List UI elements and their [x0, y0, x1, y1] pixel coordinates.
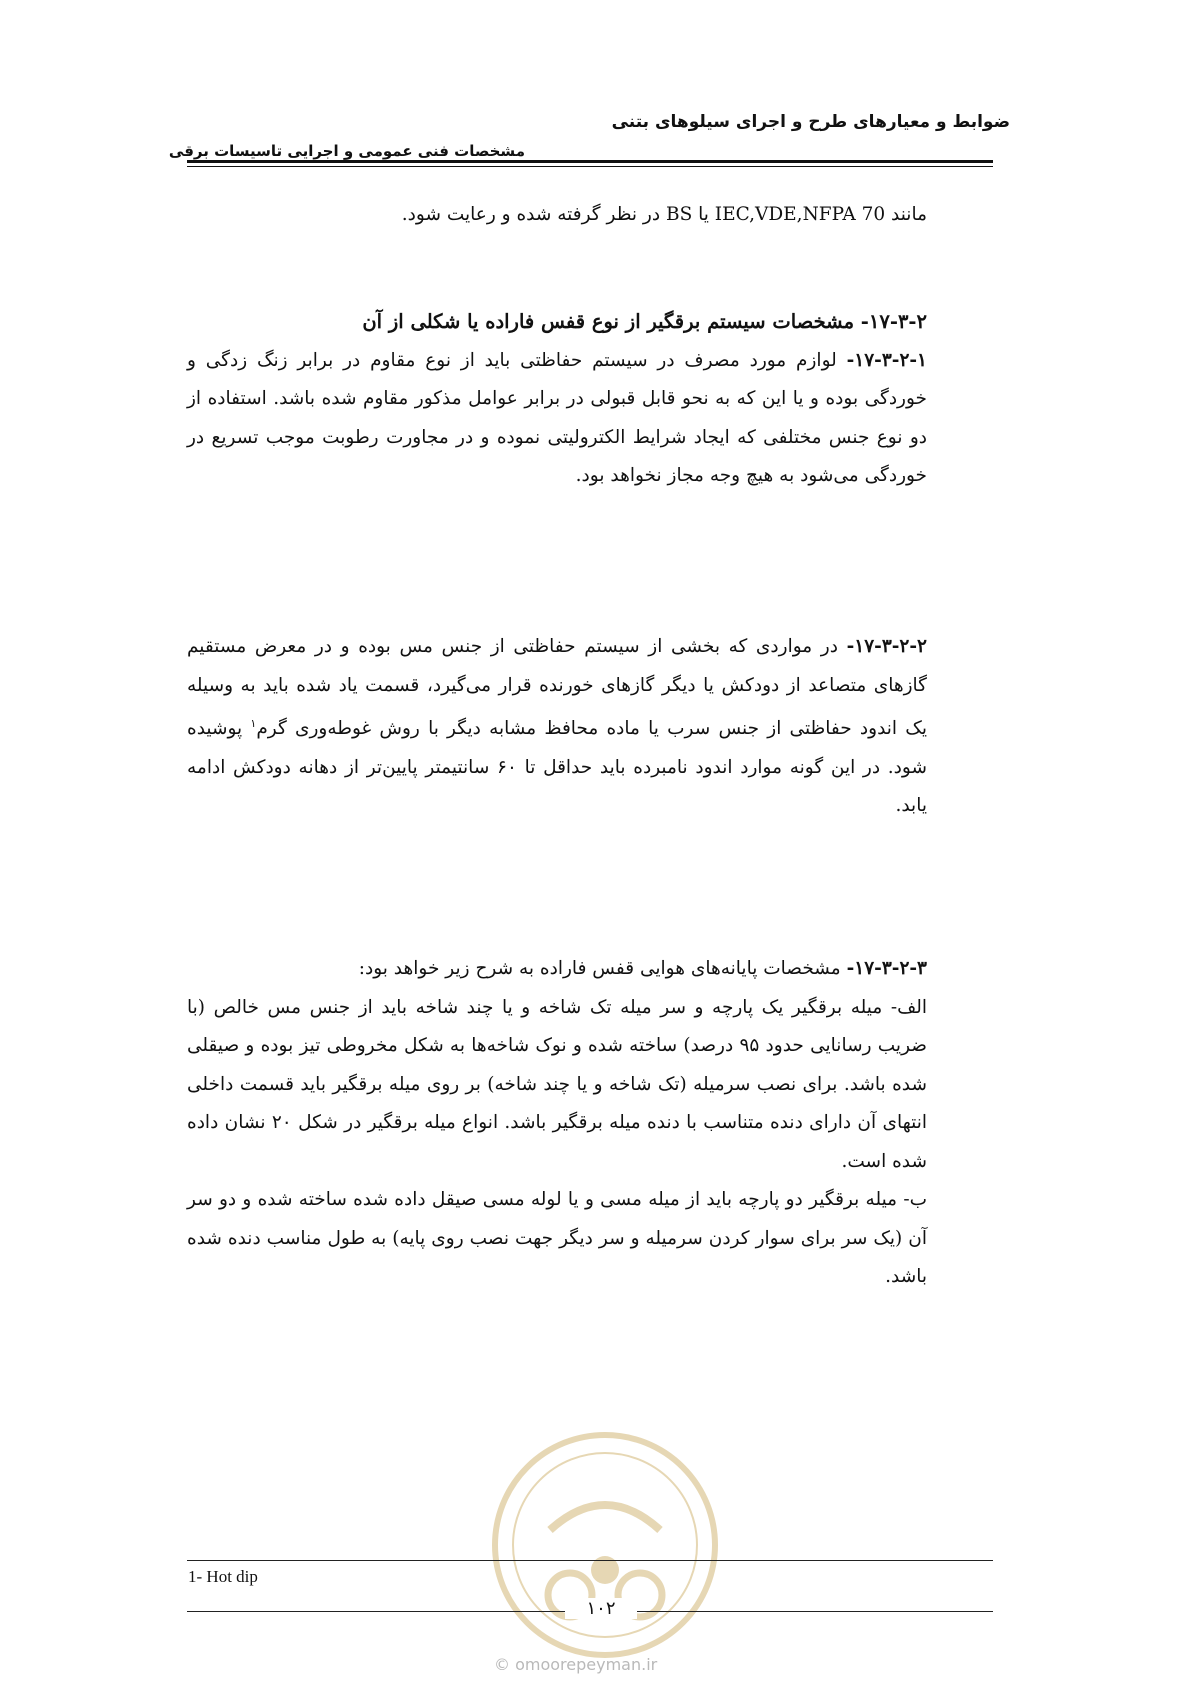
footnote-separator [187, 1560, 993, 1561]
list-item-a: الف- میله برقگیر یک پارچه و سر میله تک شاخه و یا چند شاخه باید از جنس مس خالص (با ضریب رسانایی حدود ۹۵ درصد) ساخته شده و نوک شاخه‌ها به شکل مخروطی تیز بوده و صیقلی شده باشد. برای نصب سرمیله (تک شاخه و یا چند شاخه) بر روی میله برقگیر باید قسمت داخلی انتهای آن دارای دنده متناسب با دنده میله برقگیر باشد. انواع میله برقگیر در شکل ۲۰ نشان داده شده است. [187, 996, 927, 1172]
paragraph-2-number: ۱۷-۳-۲-۲- [846, 636, 927, 657]
paragraph-3-number: ۱۷-۳-۲-۳- [846, 958, 927, 979]
footnote: 1- Hot dip [188, 1567, 258, 1586]
footnote-marker: ۱ [250, 717, 257, 730]
running-header-subtitle: مشخصات فنی عمومی و اجرایی تاسیسات برقی [168, 142, 525, 160]
intro-paragraph [187, 196, 927, 235]
intro-text: مانند IEC,VDE,NFPA 70 یا BS در نظر گرفته شده و رعایت شود. [401, 204, 927, 225]
paragraph-3 [187, 950, 927, 1297]
paragraph-1 [187, 342, 927, 496]
section-block [187, 303, 927, 496]
watermark-seal-logo [480, 1420, 730, 1670]
header-rule-thin [187, 166, 993, 167]
list-item-b: ب- میله برقگیر دو پارچه باید از میله مسی و یا لوله مسی صیقل داده شده ساخته شده و دو سر آن (یک سر برای سوار کردن سرمیله و سر دیگر جهت نصب روی پایه) به طول مناسب دنده شده باشد. [187, 1189, 927, 1287]
paragraph-2-text-b: پوشیده شود. در این گونه موارد اندود نامبرده باید حداقل تا ۶۰ سانتیمتر پایین‌تر از دهانه دودکش ادامه یابد. [187, 718, 927, 817]
paragraph-1-number: ۱۷-۳-۲-۱- [846, 349, 927, 371]
page-number: ۱۰۲ [565, 1598, 637, 1619]
watermark-site: © omoorepeyman.ir [494, 1655, 658, 1674]
section-heading: ۱۷-۳-۲- مشخصات سیستم برقگیر از نوع قفس فاراده یا شکلی از آن [362, 310, 927, 333]
paragraph-3-text: مشخصات پایانه‌های هوایی قفس فاراده به شرح زیر خواهد بود: [358, 958, 841, 979]
paragraph-1-text: لوازم مورد مصرف در سیستم حفاظتی باید از نوع مقاوم در برابر زنگ زدگی و خوردگی بوده و یا این که به نحو قابل قبولی در برابر عوامل مذکور مقاوم شده باشد. استفاده از دو نوع جنس مختلفی که ایجاد شرایط الکترولیتی نموده و در مجاورت رطوبت موجب تسریع در خوردگی می‌شود به هیچ وجه مجاز نخواهد بود. [187, 349, 927, 486]
running-header-title: ضوابط و معیارهای طرح و اجرای سیلوهای بتنی [611, 112, 1010, 132]
paragraph-2 [187, 628, 927, 826]
header-rule-thick [187, 160, 993, 163]
paragraph-2-text-a: در مواردی که بخشی از سیستم حفاظتی از جنس مس بوده و در معرض مستقیم گازهای متصاعد از دودکش یا دیگر گازهای خورنده قرار می‌گیرد، قسمت یاد شده باید به وسیله یک اندود حفاظتی از جنس سرب یا ماده محافظ مشابه دیگر با روش غوطه‌وری گرم [187, 636, 927, 740]
